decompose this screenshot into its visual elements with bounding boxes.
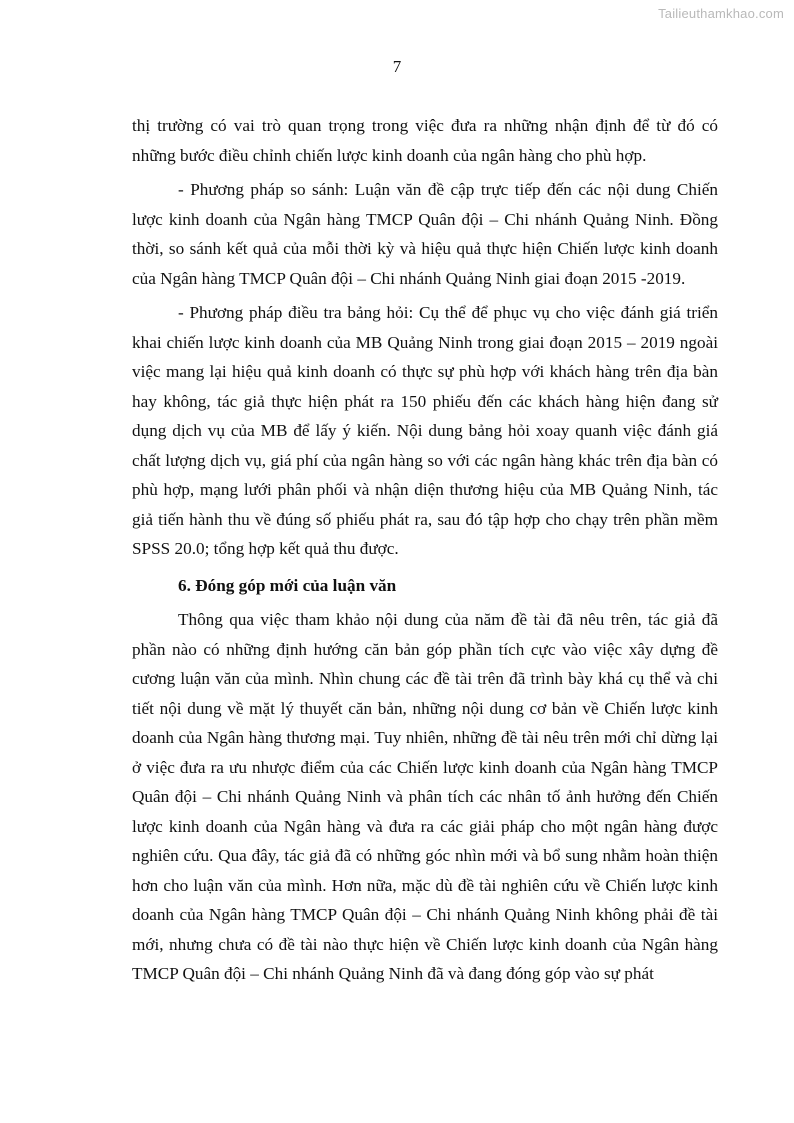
- section-heading: 6. Đóng góp mới của luận văn: [178, 575, 397, 595]
- paragraph-survey-method: - Phương pháp điều tra bảng hỏi: Cụ thể để phục vụ cho việc đánh giá triển khai chiến lược kinh doanh của MB Quảng Ninh trong giai đoạn 2015 – 2019 ngoài việc mang lại hiệu quả kinh doanh có thực sự phù hợp với khách hàng trên địa bàn hay không, tác giả thực hiện phát ra 150 phiếu đến các khách hàng hiện đang sử dụng dịch vụ của MB để lấy ý kiến. Nội dung bảng hỏi xoay quanh việc đánh giá chất lượng dịch vụ, giá phí của ngân hàng so với các ngân hàng khác trên địa bàn có phù hợp, mạng lưới phân phối và nhận diện thương hiệu của MB Quảng Ninh, tác giả tiến hành thu về đúng số phiếu phát ra, sau đó tập hợp cho chạy trên phần mềm SPSS 20.0; tổng hợp kết quả thu được.: [132, 303, 718, 558]
- paragraph-comparison-method: - Phương pháp so sánh: Luận văn đề cập trực tiếp đến các nội dung Chiến lược kinh doanh của Ngân hàng TMCP Quân đội – Chi nhánh Quảng Ninh. Đồng thời, so sánh kết quả của mỗi thời kỳ và hiệu quả thực hiện Chiến lược kinh doanh của Ngân hàng TMCP Quân đội – Chi nhánh Quảng Ninh giai đoạn 2015 -2019.: [132, 180, 718, 288]
- paragraph-new-contributions: Thông qua việc tham khảo nội dung của năm đề tài đã nêu trên, tác giả đã phần nào có những định hướng căn bản góp phần tích cực vào việc xây dựng đề cương luận văn của mình. Nhìn chung các đề tài trên đã trình bày khá cụ thể và chi tiết nội dung về mặt lý thuyết căn bản, những nội dung cơ bản về Chiến lược kinh doanh của Ngân hàng thương mại. Tuy nhiên, những đề tài nêu trên mới chỉ dừng lại ở việc đưa ra ưu nhược điểm của các Chiến lược kinh doanh của Ngân hàng TMCP Quân đội – Chi nhánh Quảng Ninh và phân tích các nhân tố ảnh hưởng đến Chiến lược kinh doanh của Ngân hàng và đưa ra các giải pháp cho một ngân hàng được nghiên cứu. Qua đây, tác giả đã có những góc nhìn mới và bổ sung nhằm hoàn thiện hơn cho luận văn của mình. Hơn nữa, mặc dù đề tài nghiên cứu về Chiến lược kinh doanh của Ngân hàng TMCP Quân đội – Chi nhánh Quảng Ninh không phải đề tài mới, nhưng chưa có đề tài nào thực hiện về Chiến lược kinh doanh của Ngân hàng TMCP Quân đội – Chi nhánh Quảng Ninh đã và đang đóng góp vào sự phát: [132, 610, 718, 983]
- page-number: 7: [392, 57, 402, 76]
- paragraph-continuation: thị trường có vai trò quan trọng trong việc đưa ra những nhận định để từ đó có những bước điều chỉnh chiến lược kinh doanh của ngân hàng cho phù hợp.: [132, 116, 718, 165]
- watermark-text: Tailieuthamkhao.com: [658, 6, 784, 21]
- document-body: [132, 111, 718, 994]
